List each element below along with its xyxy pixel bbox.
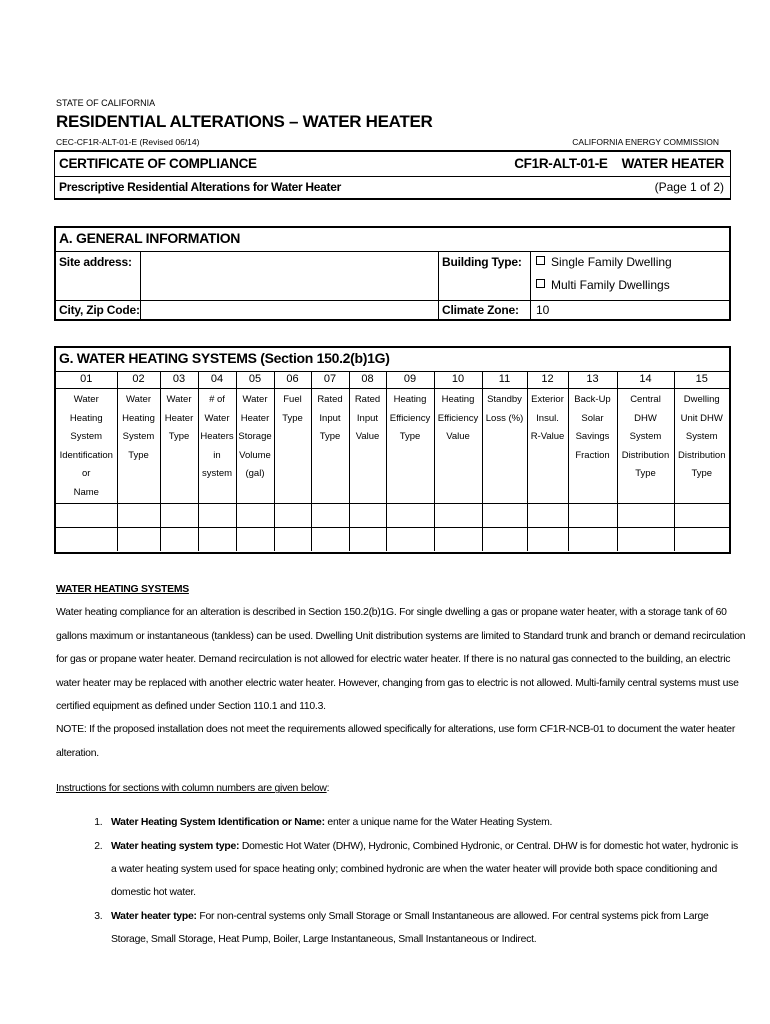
checkbox-icon[interactable] [536, 256, 545, 265]
table-cell[interactable] [117, 528, 160, 552]
column-header-line: DHW System [629, 412, 662, 442]
column-header [674, 389, 729, 504]
divider [140, 251, 141, 319]
form-code: CF1R-ALT-01-E [514, 156, 608, 171]
table-cell[interactable] [56, 504, 117, 528]
column-header-line: Value [355, 431, 380, 442]
column-number: 05 [236, 371, 274, 389]
column-header [160, 389, 198, 504]
column-header [568, 389, 617, 504]
column-header-line: Type [319, 431, 341, 442]
climate-zone-value[interactable]: 10 [536, 303, 550, 317]
table-row [56, 504, 729, 528]
column-header-line: Heating [393, 394, 427, 405]
section-a-title: A. GENERAL INFORMATION [59, 230, 241, 246]
table-cell[interactable] [198, 504, 236, 528]
column-header-line: (gal) [245, 468, 265, 479]
column-number: 02 [117, 371, 160, 389]
column-header-line: or [82, 468, 91, 479]
instruction-item [105, 835, 746, 905]
column-header-line: Water [166, 394, 192, 405]
instruction-term: Water heater type: [111, 910, 197, 922]
column-header-line: Heater [164, 412, 194, 424]
section-a-header [56, 228, 729, 252]
instructions-colon: : [326, 783, 330, 795]
column-header-line: Distribution [677, 449, 726, 461]
column-number: 15 [674, 371, 729, 389]
column-header-line: in [213, 449, 221, 461]
table-cell[interactable] [117, 504, 160, 528]
column-header-line: Volume [239, 449, 271, 461]
column-header [617, 389, 674, 504]
column-header-line: Type [128, 449, 149, 461]
column-header-line: Input [319, 412, 341, 424]
column-header-line: Rated [354, 394, 381, 405]
table-cell[interactable] [617, 528, 674, 552]
table-cell[interactable] [311, 504, 349, 528]
description-paragraph: Water heating compliance for an alteration is described in Section 150.2(b)1G. For single dwelling a gas or propane water heater, with a storage tank of 60 gallons maximum or instantaneous (tankless) can be used. Dwelling Unit distribution systems are limited to Standard trunk and branch or demand recirculation for gas or propane water heater. Demand recirculation is not allowed for electric water heater. If there is no natural gas connected to the building, an electric water heater may be replaced with another electric water heater. However, changing from gas to electric is not allowed. Multi-family central systems must use certified equipment as defined under Section 110.1 and 110.3. [56, 607, 746, 713]
divider [530, 251, 531, 319]
form-code-block [514, 156, 724, 171]
column-header-line: Value [446, 431, 470, 442]
column-header [274, 389, 311, 504]
column-number-row [56, 371, 729, 389]
instructions [56, 767, 746, 952]
column-header-line: Type [635, 468, 656, 479]
column-header-line: Standby [487, 394, 522, 405]
column-header-line: Type [399, 431, 421, 442]
checkbox-icon[interactable] [536, 279, 545, 288]
water-heating-description [56, 578, 746, 765]
column-header-line: Efficiency [389, 412, 431, 424]
column-header-line: System [70, 431, 103, 442]
table-cell[interactable] [160, 504, 198, 528]
table-cell[interactable] [674, 504, 729, 528]
state-label: STATE OF CALIFORNIA [56, 98, 156, 108]
column-header [311, 389, 349, 504]
section-g-title: G. WATER HEATING SYSTEMS (Section 150.2(b)1G) [59, 350, 390, 366]
column-header [527, 389, 568, 504]
table-cell[interactable] [568, 528, 617, 552]
city-zip-label: City, Zip Code: [59, 303, 140, 317]
column-number: 13 [568, 371, 617, 389]
city-zip-field[interactable] [146, 303, 431, 319]
column-number: 11 [482, 371, 527, 389]
column-header-line: Back-Up [574, 394, 611, 405]
column-header-line: Distribution [621, 449, 670, 461]
column-header-line: system [201, 468, 233, 479]
column-header [434, 389, 482, 504]
section-water-heating-systems [54, 346, 731, 554]
table-cell[interactable] [386, 528, 434, 552]
section-g-header [56, 348, 729, 372]
table-cell[interactable] [56, 528, 117, 552]
table-cell[interactable] [527, 504, 568, 528]
column-header [56, 389, 117, 504]
column-number: 14 [617, 371, 674, 389]
building-type-label: Building Type: [442, 255, 522, 269]
column-header-line: Central [630, 394, 661, 405]
instruction-item [105, 905, 746, 952]
option-label: Multi Family Dwellings [551, 278, 670, 292]
column-number: 03 [160, 371, 198, 389]
table-cell[interactable] [674, 528, 729, 552]
description-heading: WATER HEATING SYSTEMS [56, 584, 189, 595]
column-header-line: Type [691, 468, 713, 479]
column-header-line: Loss (%) [485, 412, 524, 424]
table-cell[interactable] [349, 528, 386, 552]
table-cell[interactable] [160, 528, 198, 552]
column-header-line: Water [73, 394, 99, 405]
column-number: 06 [274, 371, 311, 389]
column-header-line: Exterior [531, 394, 564, 405]
table-cell[interactable] [617, 504, 674, 528]
table-cell[interactable] [527, 528, 568, 552]
climate-zone-label: Climate Zone: [442, 303, 519, 317]
column-header [386, 389, 434, 504]
column-header-line: Heating [69, 412, 103, 424]
column-header-line: Heater [240, 412, 270, 424]
form-name: WATER HEATER [621, 156, 724, 171]
column-header-line: Efficiency [437, 412, 479, 424]
column-header [349, 389, 386, 504]
table-cell[interactable] [482, 528, 527, 552]
column-header [482, 389, 527, 504]
table-row [56, 528, 729, 552]
table-cell[interactable] [349, 504, 386, 528]
instruction-term: Water heating system type: [111, 840, 240, 852]
column-header-line: System [685, 431, 718, 442]
column-header-line: Storage [238, 431, 272, 442]
table-cell[interactable] [482, 504, 527, 528]
column-header-line: Name [73, 486, 99, 498]
instruction-text: Domestic Hot Water (DHW), Hydronic, Combined Hydronic, or Central. DHW is for domestic hot water, hydronic is a water heating system used for space heating only; combined hydronic are when the water heater will provide both space conditioning and domestic hot water. [111, 840, 738, 899]
column-header-line: Heating [441, 394, 475, 405]
column-header [236, 389, 274, 504]
column-header-line: Solar [581, 412, 604, 424]
building-type-option-single[interactable] [536, 255, 672, 269]
building-type-option-multi[interactable] [536, 278, 670, 292]
page-indicator: (Page 1 of 2) [654, 180, 724, 194]
site-address-label: Site address: [59, 255, 132, 269]
column-header-line: Fraction [575, 449, 610, 461]
table-cell[interactable] [568, 504, 617, 528]
column-number: 01 [56, 371, 117, 389]
table-cell[interactable] [311, 528, 349, 552]
column-header-line: Heaters [200, 431, 234, 442]
instruction-term: Water Heating System Identification or Name: [111, 817, 325, 829]
column-header-line: # of [209, 394, 225, 405]
column-number: 12 [527, 371, 568, 389]
column-number: 07 [311, 371, 349, 389]
column-number: 04 [198, 371, 236, 389]
divider [438, 251, 439, 319]
water-heating-table [56, 371, 729, 551]
column-header-line: Dwelling [683, 394, 720, 405]
column-header-line: Insul. [536, 412, 559, 424]
column-number: 10 [434, 371, 482, 389]
column-header-row [56, 389, 729, 504]
table-cell[interactable] [274, 504, 311, 528]
column-header-line: Fuel [283, 394, 302, 405]
form-title: RESIDENTIAL ALTERATIONS – WATER HEATER [56, 112, 433, 131]
description-note: NOTE: If the proposed installation does not meet the requirements allowed specifically for alterations, use form CF1R-NCB-01 to document the water heater alteration. [56, 724, 736, 759]
agency-label: CALIFORNIA ENERGY COMMISSION [572, 137, 719, 147]
column-header-line: Savings [575, 431, 610, 442]
instructions-list [56, 811, 746, 951]
section-general-information [54, 226, 731, 321]
table-cell[interactable] [236, 528, 274, 552]
form-subtitle: Prescriptive Residential Alterations for Water Heater [59, 180, 341, 194]
table-cell[interactable] [434, 504, 482, 528]
column-header-line: Heating [122, 412, 155, 424]
site-address-field[interactable] [146, 255, 431, 275]
table-cell[interactable] [434, 528, 482, 552]
column-header-line: Identification [59, 449, 113, 461]
column-header-line: Type [282, 412, 303, 424]
column-header-line: Rated [317, 394, 343, 405]
column-header [198, 389, 236, 504]
table-cell[interactable] [386, 504, 434, 528]
column-header-line: Type [168, 431, 190, 442]
column-header-line: Water [126, 394, 151, 405]
table-cell[interactable] [274, 528, 311, 552]
instruction-text: enter a unique name for the Water Heating System. [324, 817, 553, 829]
certificate-header [54, 150, 731, 177]
column-header-line: Water [242, 394, 268, 405]
table-cell[interactable] [236, 504, 274, 528]
instructions-title: Instructions for sections with column numbers are given below [56, 783, 327, 795]
column-header-line: R-Value [530, 431, 565, 442]
certificate-title: CERTIFICATE OF COMPLIANCE [59, 156, 257, 171]
subtitle-header [54, 176, 731, 200]
column-header-line: System [122, 431, 155, 442]
column-header-line: Water [204, 412, 230, 424]
column-number: 09 [386, 371, 434, 389]
column-header [117, 389, 160, 504]
form-id: CEC-CF1R-ALT-01-E (Revised 06/14) [56, 137, 200, 147]
option-label: Single Family Dwelling [551, 255, 672, 269]
column-number: 08 [349, 371, 386, 389]
column-header-line: Unit DHW [680, 412, 723, 424]
column-header-line: Input [356, 412, 379, 424]
instruction-item [105, 811, 746, 834]
instruction-text: For non-central systems only Small Storage or Small Instantaneous are allowed. For central systems pick from Large Storage, Small Storage, Heat Pump, Boiler, Large Instantaneous, Small Instantaneous or Indirect. [111, 910, 709, 946]
table-cell[interactable] [198, 528, 236, 552]
